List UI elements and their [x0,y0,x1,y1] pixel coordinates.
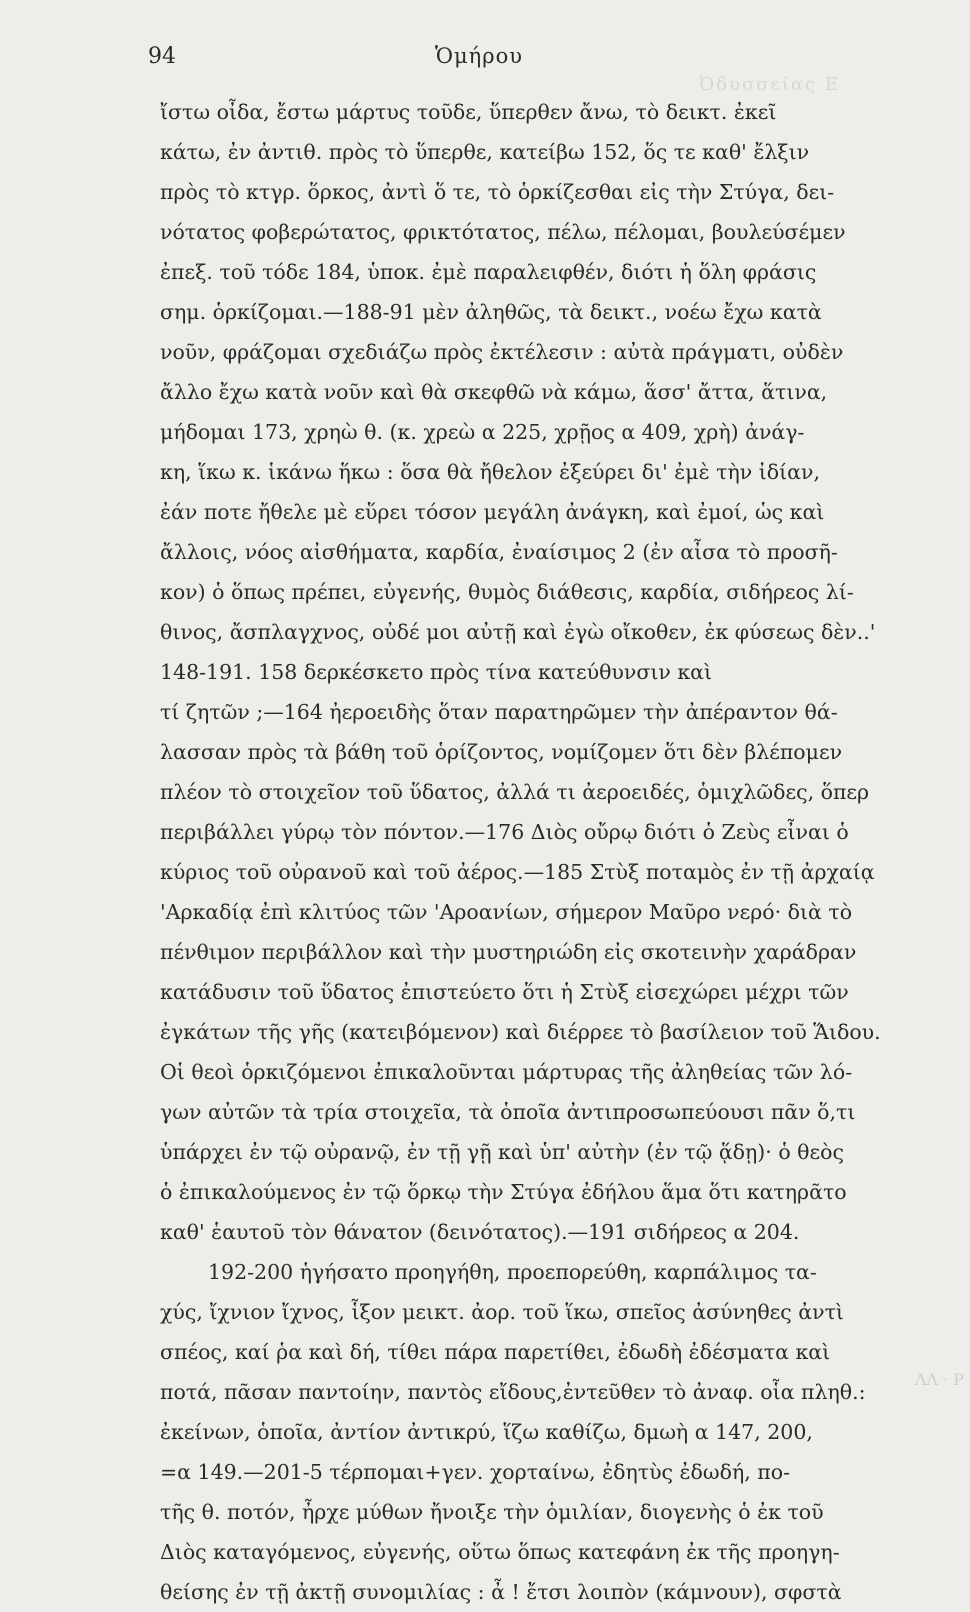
text-line: καθ' ἑαυτοῦ τὸν θάνατον (δεινότατος).—191 σιδήρεος α 204. [160,1220,800,1244]
text-line: κατάδυσιν τοῦ ὕδατος ἐπιστεύετο ὅτι ἡ Στὺξ εἰσεχώρει μέχρι τῶν [160,980,849,1004]
text-line: πένθιμον περιβάλλον καὶ τὴν μυστηριώδη εἰς σκοτεινὴν χαράδραν [160,940,857,964]
text-line: ὁ ἐπικαλούμενος ἐν τῷ ὅρκῳ τὴν Στύγα ἐδήλου ἅμα ὅτι κατηρᾶτο [160,1180,847,1204]
text-line: ἐάν ποτε ἤθελε μὲ εὕρει τόσον μεγάλη ἀνάγκη, καὶ ἐμοί, ὡς καὶ [160,500,825,524]
text-line: Διὸς καταγόμενος, εὐγενής, οὕτω ὅπως κατεφάνη ἐκ τῆς προηγη- [160,1540,840,1564]
text-line: σημ. ὁρκίζομαι.—188-91 μὲν ἀληθῶς, τὰ δεικτ., νοέω ἔχω κατὰ [160,300,822,324]
page-number: 94 [148,44,176,69]
text-line: Οἱ θεοὶ ὁρκιζόμενοι ἐπικαλοῦνται μάρτυρας τῆς ἀληθείας τῶν λό- [160,1060,853,1084]
text-line: ἐπεξ. τοῦ τόδε 184, ὑποκ. ἐμὲ παραλειφθέν, διότι ἡ ὅλη φράσις [160,260,817,284]
bleed-through-text: Ὀδυσσείας Ε [699,74,840,95]
text-line: κη, ἵκω κ. ἱκάνω ἥκω : ὅσα θὰ ἤθελον ἐξεύρει δι' ἐμὲ τὴν ἰδίαν, [160,460,820,484]
text-line: ποτά, πᾶσαν παντοίην, παντὸς εἴδους,ἐντεῦθεν τὸ ἀναφ. οἷα πληθ.: [160,1380,866,1404]
text-line: γων αὐτῶν τὰ τρία στοιχεῖα, τὰ ὁποῖα ἀντιπροσωπεύουσι πᾶν ὅ,τι [160,1100,856,1124]
commentary-text [160,92,950,1612]
text-line: 'Αρκαδίᾳ ἐπὶ κλιτύος τῶν 'Αροανίων, σήμερον Μαῦρο νερό· διὰ τὸ [160,900,853,924]
text-line: νότατος φοβερώτατος, φρικτότατος, πέλω, πέλομαι, βουλεύσέμεν [160,220,846,244]
text-line: =α 149.—201-5 τέρπομαι+γεν. χορταίνω, ἐδητὺς ἐδωδή, πο- [160,1460,791,1484]
page-header [148,44,930,95]
running-head: Ὁμήρου [434,44,524,68]
text-line: ἴστω οἶδα, ἔστω μάρτυς τοῦδε, ὕπερθεν ἄνω, τὸ δεικτ. ἐκεῖ [160,100,777,124]
text-line: κάτω, ἐν ἀντιθ. πρὸς τὸ ὕπερθε, κατείβω 152, ὅς τε καθ' ἔλξιν [160,140,810,164]
text-line: 148-191. 158 δερκέσκετο πρὸς τίνα κατεύθυνσιν καὶ [160,660,713,684]
text-line: 192-200 ἡγήσατο προηγήθη, προεπορεύθη, καρπάλιμος τα- [208,1260,817,1284]
text-line: ἐγκάτων τῆς γῆς (κατειβόμενον) καὶ διέρρεε τὸ βασίλειον τοῦ Ἅιδου. [160,1020,881,1044]
text-line: τῆς θ. ποτόν, ἦρχε μύθων ἤνοιξε τὴν ὁμιλίαν, διογενὴς ὁ ἐκ τοῦ [160,1500,824,1524]
text-line: μήδομαι 173, χρηὼ θ. (κ. χρεὼ α 225, χρῇος α 409, χρὴ) ἀνάγ- [160,420,805,444]
text-line: κον) ὁ ὅπως πρέπει, εὐγενής, θυμὸς διάθεσις, καρδία, σιδήρεος λί- [160,580,854,604]
text-line: νοῦν, φράζομαι σχεδιάζω πρὸς ἐκτέλεσιν : αὐτὰ πράγματι, οὐδὲν [160,340,844,364]
text-line: σπέος, καί ῥα καὶ δή, τίθει πάρα παρετίθει, ἐδωδὴ ἐδέσματα καὶ [160,1340,831,1364]
text-line: ἄλλοις, νόος αἰσθήματα, καρδία, ἐναίσιμος 2 (ἐν αἶσα τὸ προσῆ- [160,540,838,564]
text-line: πλέον τὸ στοιχεῖον τοῦ ὕδατος, ἀλλά τι ἀεροειδές, ὁμιχλῶδες, ὅπερ [160,780,870,804]
text-line: θινος, ἄσπλαγχνος, οὐδέ μοι αὐτῇ καὶ ἐγὼ οἴκοθεν, ἐκ φύσεως δὲν..' [160,620,876,644]
text-line: λασσαν πρὸς τὰ βάθη τοῦ ὁρίζοντος, νομίζομεν ὅτι δὲν βλέπομεν [160,740,843,764]
text-line: πρὸς τὸ κτγρ. ὅρκος, ἀντὶ ὅ τε, τὸ ὁρκίζεσθαι εἰς τὴν Στύγα, δει- [160,180,835,204]
text-line: ἄλλο ἔχω κατὰ νοῦν καὶ θὰ σκεφθῶ νὰ κάμω, ἅσσ' ἄττα, ἅτινα, [160,380,828,404]
text-line: ὑπάρχει ἐν τῷ οὐρανῷ, ἐν τῇ γῇ καὶ ὑπ' αὐτὴν (ἐν τῷ ᾅδῃ)· ὁ θεὸς [160,1140,844,1164]
text-line: ἐκείνων, ὁποῖα, ἀντίον ἀντικρύ, ἵζω καθίζω, δμωὴ α 147, 200, [160,1420,813,1444]
text-line: τί ζητῶν ;—164 ἠεροειδὴς ὅταν παρατηρῶμεν τὴν ἀπέραντον θά- [160,700,838,724]
margin-note: ΛΛ · Ρ [914,1370,964,1389]
text-line: περιβάλλει γύρῳ τὸν πόντον.—176 Διὸς οὔρῳ διότι ὁ Ζεὺς εἶναι ὁ [160,820,849,844]
text-line: κύριος τοῦ οὐρανοῦ καὶ τοῦ ἀέρος.—185 Στὺξ ποταμὸς ἐν τῇ ἀρχαίᾳ [160,860,875,884]
text-line: χύς, ἴχνιον ἴχνος, ἷξον μεικτ. ἀορ. τοῦ ἵκω, σπεῖος ἀσύνηθες ἀντὶ [160,1300,844,1324]
text-line: θείσης ἐν τῇ ἀκτῇ συνομιλίας : ἆ ! ἔτσι λοιπὸν (κάμνουν), σφστὰ [160,1580,842,1604]
